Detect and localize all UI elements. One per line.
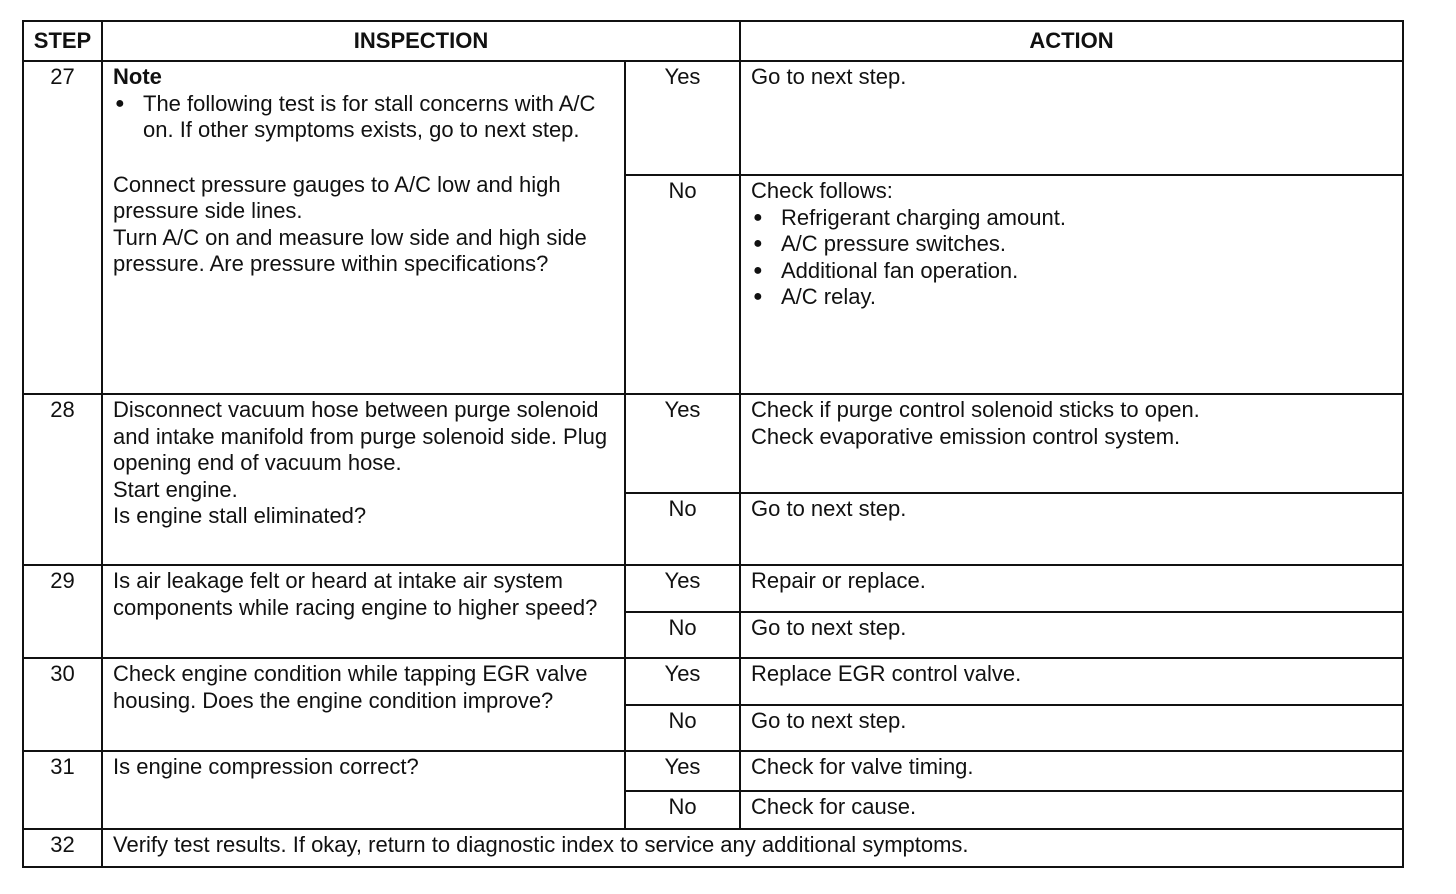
action-text: Check for valve timing. xyxy=(740,751,1403,791)
action-bullet: ● Additional fan operation. xyxy=(751,258,1394,285)
action-text: Go to next step. xyxy=(740,61,1403,175)
table-row xyxy=(23,394,1403,493)
inspection-text: Start engine. xyxy=(113,476,238,502)
yes-label: Yes xyxy=(625,658,740,705)
inspection-text: Is engine stall eliminated? xyxy=(113,503,367,528)
step-number: 29 xyxy=(23,565,102,658)
action-bullet-list xyxy=(751,205,1394,311)
action-text: Check if purge control solenoid sticks to open. xyxy=(751,397,1200,422)
inspection-cell xyxy=(102,61,625,394)
no-label: No xyxy=(625,175,740,394)
action-text: Replace EGR control valve. xyxy=(740,658,1403,705)
step-number: 32 xyxy=(23,829,102,867)
diagnostic-table-sheet xyxy=(22,20,1402,866)
diagnostic-table xyxy=(22,20,1404,868)
inspection-text: Connect pressure gauges to A/C low and high pressure side lines. xyxy=(113,171,561,223)
header-row xyxy=(23,21,1403,61)
action-header: ACTION xyxy=(740,21,1403,61)
table-row xyxy=(23,829,1403,867)
action-text: Check follows: xyxy=(751,178,893,203)
inspection-text: Is air leakage felt or heard at intake air system components while racing engine to higher speed? xyxy=(102,565,625,658)
action-bullet: ● Refrigerant charging amount. xyxy=(751,205,1394,232)
yes-label: Yes xyxy=(625,394,740,493)
action-bullet: ● A/C relay. xyxy=(751,284,1394,311)
no-label: No xyxy=(625,791,740,829)
no-label: No xyxy=(625,612,740,658)
action-text: Go to next step. xyxy=(740,705,1403,751)
action-bullet: ● A/C pressure switches. xyxy=(751,231,1394,258)
table-row xyxy=(23,565,1403,612)
spacer xyxy=(113,144,616,172)
inspection-text: Disconnect vacuum hose between purge solenoid and intake manifold from purge solenoid side. Plug opening end of vacuum hose. xyxy=(113,397,608,475)
no-label: No xyxy=(625,493,740,565)
action-text: Check evaporative emission control system. xyxy=(751,423,1181,449)
note-bullet: ● The following test is for stall concerns with A/C on. If other symptoms exists, go to next step. xyxy=(113,91,616,144)
action-text: Repair or replace. xyxy=(740,565,1403,612)
note-title: Note xyxy=(113,64,162,89)
step-number: 31 xyxy=(23,751,102,829)
table-row xyxy=(23,751,1403,791)
note-bullet-list xyxy=(113,91,616,144)
action-cell xyxy=(740,394,1403,493)
step-header: STEP xyxy=(23,21,102,61)
inspection-text: Verify test results. If okay, return to diagnostic index to service any additional symptoms. xyxy=(102,829,1403,867)
step-number: 27 xyxy=(23,61,102,394)
inspection-text: Turn A/C on and measure low side and high side pressure. Are pressure within specifications? xyxy=(113,224,587,276)
step-number: 30 xyxy=(23,658,102,751)
table-row xyxy=(23,61,1403,175)
action-cell xyxy=(740,175,1403,394)
step-number: 28 xyxy=(23,394,102,565)
action-text: Go to next step. xyxy=(740,612,1403,658)
table-row xyxy=(23,658,1403,705)
inspection-cell xyxy=(102,394,625,565)
no-label: No xyxy=(625,705,740,751)
inspection-text: Is engine compression correct? xyxy=(102,751,625,829)
inspection-text: Check engine condition while tapping EGR valve housing. Does the engine condition improve? xyxy=(102,658,625,751)
yes-label: Yes xyxy=(625,61,740,175)
yes-label: Yes xyxy=(625,565,740,612)
inspection-header: INSPECTION xyxy=(102,21,740,61)
yes-label: Yes xyxy=(625,751,740,791)
action-text: Go to next step. xyxy=(740,493,1403,565)
action-text: Check for cause. xyxy=(740,791,1403,829)
